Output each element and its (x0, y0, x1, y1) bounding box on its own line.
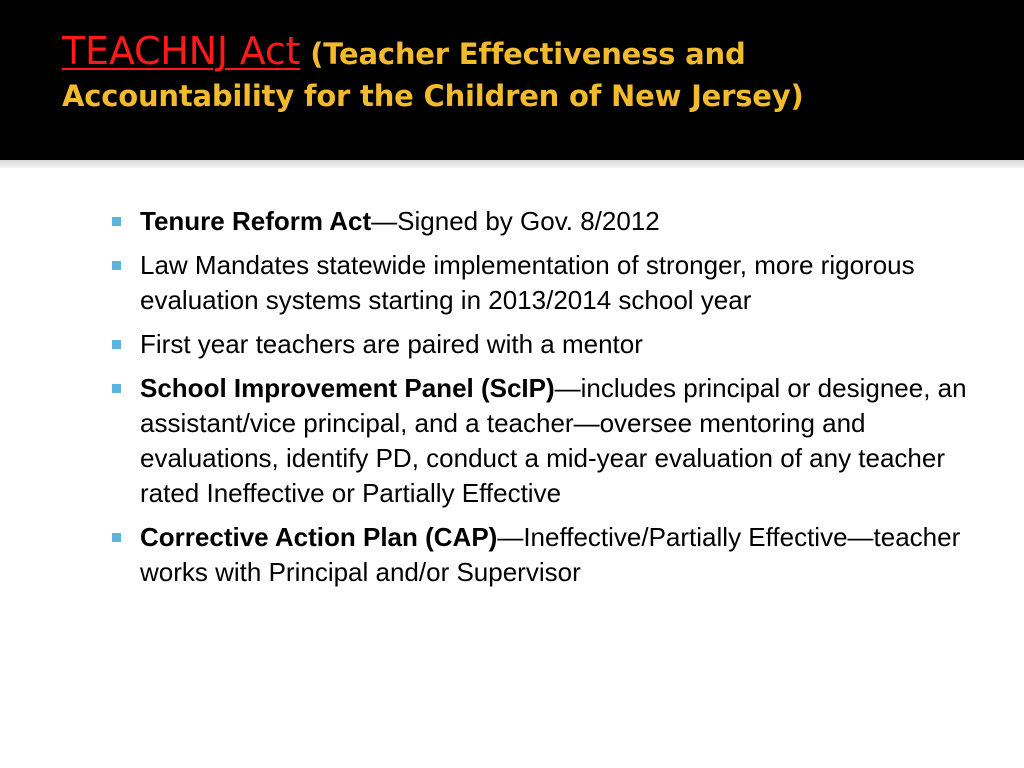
square-bullet-icon (112, 217, 121, 226)
bullet-term: School Improvement Panel (ScIP) (140, 373, 555, 403)
bullet-item (112, 204, 972, 239)
slide-title-lead: TEACHNJ Act (62, 29, 301, 73)
bullet-term: Corrective Action Plan (CAP) (140, 522, 498, 552)
bullet-item (112, 327, 972, 362)
bullet-text: —Ineffective/Partially Effective—teacher works with Principal and/or Supervisor (140, 522, 961, 587)
square-bullet-icon (112, 533, 121, 542)
bullet-text: —includes principal or designee, an assistant/vice principal, and a teacher—oversee mentoring and evaluations, identify PD, conduct a mid-year evaluation of any teacher rated Ineffective or Partially Effective (140, 373, 967, 508)
bullet-term: Tenure Reform Act (140, 206, 372, 236)
title-divider (0, 160, 1024, 168)
square-bullet-icon (112, 261, 121, 270)
square-bullet-icon (112, 384, 121, 393)
bullet-list (112, 204, 972, 599)
bullet-text: —Signed by Gov. 8/2012 (371, 206, 660, 236)
bullet-text: First year teachers are paired with a mentor (140, 329, 643, 359)
bullet-item (112, 371, 972, 511)
slide-title-subtitle: (Teacher Effectiveness and Accountability for the Children of New Jersey) (62, 37, 804, 113)
bullet-item (112, 520, 972, 590)
square-bullet-icon (112, 340, 121, 349)
bullet-text: Law Mandates statewide implementation of stronger, more rigorous evaluation systems starting in 2013/2014 school year (140, 250, 915, 315)
slide-title (62, 30, 962, 117)
bullet-item (112, 248, 972, 318)
